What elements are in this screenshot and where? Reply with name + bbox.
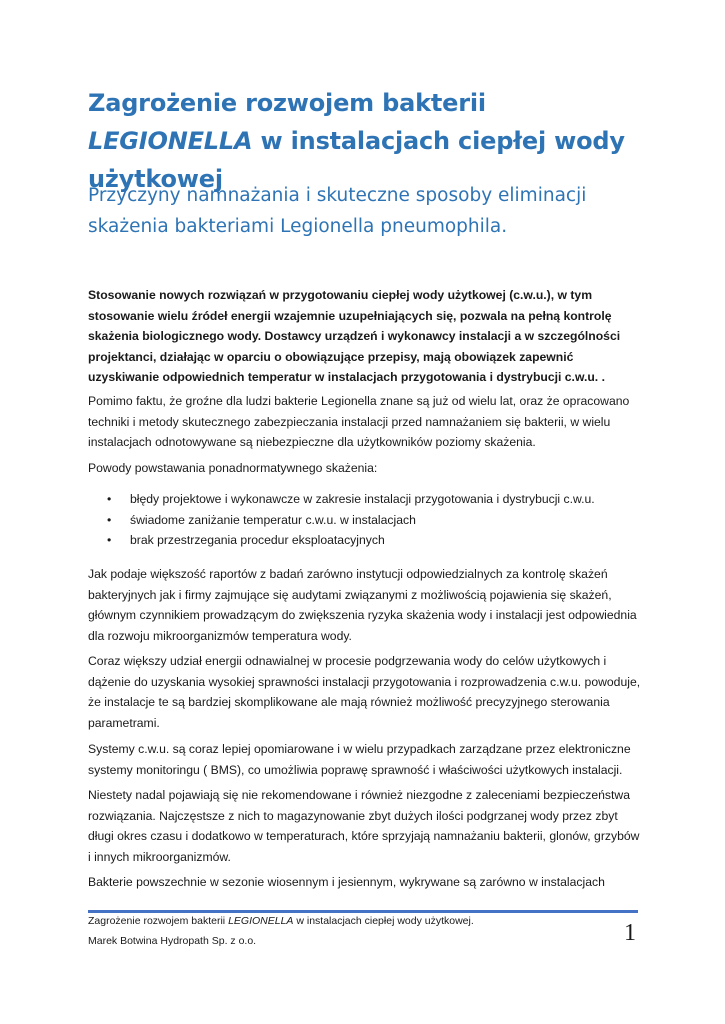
title-text-italic: LEGIONELLA (88, 127, 253, 155)
title-text-part2: w instalacjach ciepłej wody użytkowej (88, 127, 625, 193)
footer-rule (88, 910, 638, 913)
causes-list (88, 489, 644, 551)
bullet-icon: • (107, 533, 112, 547)
list-item (88, 530, 644, 551)
footer-title-italic: LEGIONELLA (228, 915, 294, 927)
paragraph-2: Powody powstawania ponadnormatywnego skażenia: (88, 461, 378, 475)
paragraph-3: Jak podaje większość raportów z badań zarówno instytucji odpowiedzialnych za kontrolę skażeń bakteryjnych jak i firmy zajmujące się audytami związanymi z możliwością pojawienia się skażeń, głównym czynnikiem prowadzącym do zwiększenia ryzyka skażenia wody i instalacji jest odpowiednia dla rozwoju mikroorganizmów temperatura wody. (88, 567, 637, 643)
list-item (88, 510, 644, 531)
footer-title (88, 914, 474, 928)
list-item-text: błędy projektowe i wykonawcze w zakresie instalacji przygotowania i dystrybucji c.w.u. (130, 492, 595, 506)
footer-title-part2: w instalacjach ciepłej wody użytkowej. (293, 915, 474, 927)
page-number: 1 (624, 920, 636, 946)
title-text-part1: Zagrożenie rozwojem bakterii (88, 89, 486, 117)
bullet-icon: • (107, 512, 112, 527)
paragraph-7: Bakterie powszechnie w sezonie wiosennym i jesiennym, wykrywane są zarówno w instalacjach (88, 875, 605, 889)
bullet-icon: • (107, 492, 112, 506)
paragraph-6: Niestety nadal pojawiają się nie rekomendowane i również niezgodne z zaleceniami bezpieczeństwa rozwiązania. Najczęstsze z nich to magazynowanie zbyt dużych ilości podgrzanej wody przez zbyt długi okres czasu i dodatkowo w temperaturach, które sprzyjają namnażaniu bakterii, glonów, grzybów i innych mikroorganizmów. (88, 788, 640, 864)
list-item-text: świadome zaniżanie temperatur c.w.u. w instalacjach (130, 512, 416, 527)
footer-title-part1: Zagrożenie rozwojem bakterii (88, 915, 229, 927)
document-subtitle: Przyczyny namnażania i skuteczne sposoby eliminacji skażenia bakteriami Legionella pneumophila. (88, 185, 587, 237)
lead-paragraph: Stosowanie nowych rozwiązań w przygotowaniu ciepłej wody użytkowej (c.w.u.), w tym stosowanie wielu źródeł energii wzajemnie uzupełniających się, pozwala na pełną kontrolę skażenia biologicznego wody. Dostawcy urządzeń i wykonawcy instalacji a w szczególności projektanci, działając w oparciu o obowiązujące przepisy, mają obowiązek zapewnić uzyskiwanie odpowiednich temperatur w instalacjach przygotowania i dystrybucji c.w.u. . (88, 288, 621, 384)
footer-author: Marek Botwina Hydropath Sp. z o.o. (88, 935, 257, 947)
paragraph-1: Pomimo faktu, że groźne dla ludzi bakterie Legionella znane są już od wielu lat, oraz że opracowano techniki i metody skutecznego zabezpieczania instalacji przed namnażaniem się bakterii, w wielu instalacjach odnotowywane są niebezpieczne dla użytkowników poziomy skażenia. (88, 394, 630, 449)
list-item (88, 489, 644, 510)
paragraph-4: Coraz większy udział energii odnawialnej w procesie podgrzewania wody do celów użytkowych i dążenie do uzyskania wysokiej sprawności instalacji przygotowania i rozprowadzenia c.w.u. powoduje, że instalacje te są bardziej skomplikowane ale mają również możliwość precyzyjnego sterowania parametrami. (88, 654, 641, 730)
paragraph-5: Systemy c.w.u. są coraz lepiej opomiarowane i w wielu przypadkach zarządzane przez elektroniczne systemy monitoringu ( BMS), co umożliwia poprawę sprawność i właściwości użytkowych instalacji. (88, 742, 631, 777)
list-item-text: brak przestrzegania procedur eksploatacyjnych (130, 533, 385, 547)
